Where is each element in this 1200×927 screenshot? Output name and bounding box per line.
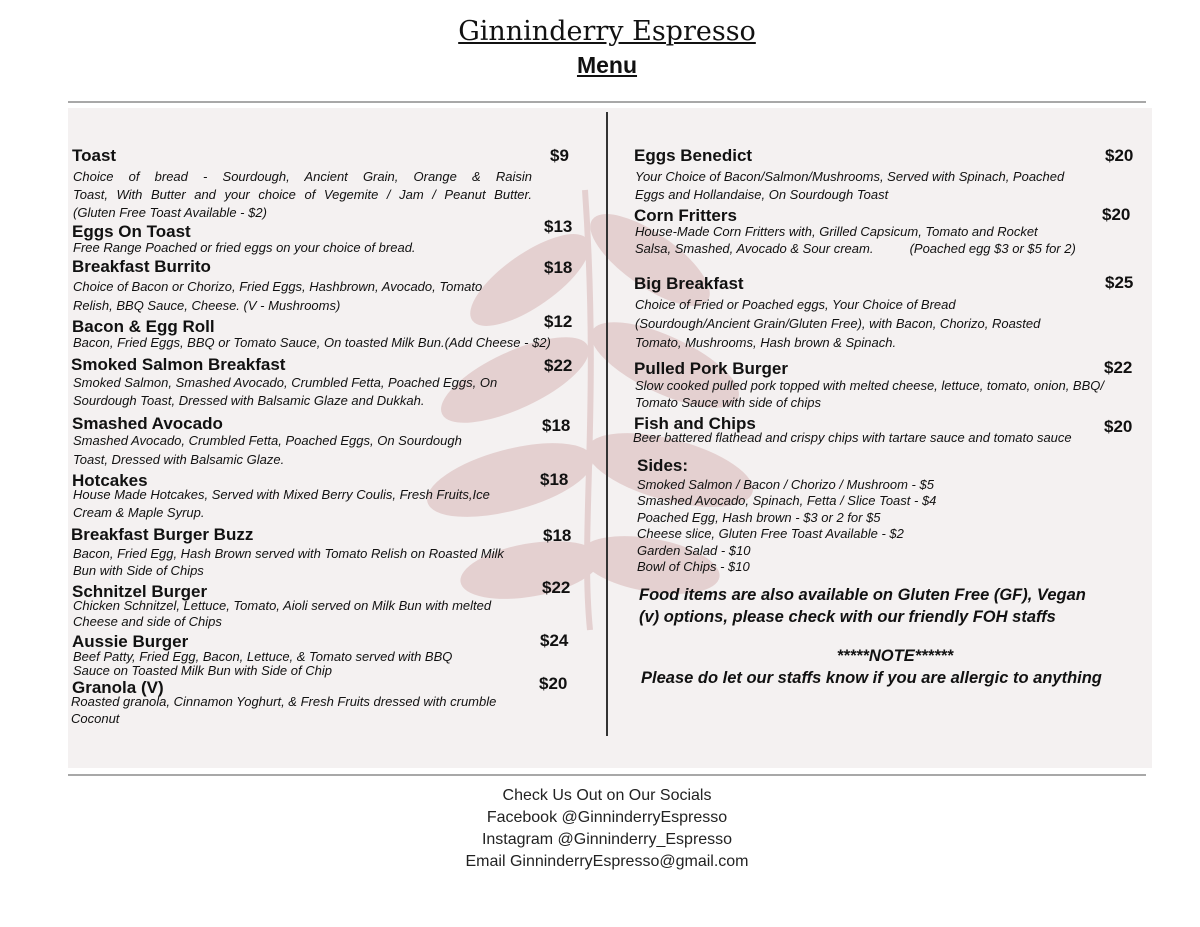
menu-item-desc: Sauce on Toasted Milk Bun with Side of Chip — [73, 663, 332, 678]
menu-item-desc: Bun with Side of Chips — [73, 563, 204, 578]
menu-item-desc: Salsa, Smashed, Avocado & Sour cream. (Poached egg $3 or $5 for 2) — [635, 241, 1076, 256]
menu-item-name: Eggs Benedict — [634, 146, 753, 165]
menu-item-price: $18 — [542, 416, 571, 435]
bottom-rule — [68, 774, 1146, 776]
side-item: Cheese slice, Gluten Free Toast Available - $2 — [637, 526, 904, 542]
menu-item-desc: (Sourdough/Ancient Grain/Gluten Free), with Bacon, Chorizo, Roasted — [635, 316, 1041, 331]
menu-item-price: $9 — [550, 146, 569, 165]
menu-item-name: Aussie Burger — [72, 632, 189, 651]
menu-item-desc: Cream & Maple Syrup. — [73, 505, 205, 520]
menu-item-price: $18 — [543, 526, 572, 545]
side-item: Bowl of Chips - $10 — [637, 559, 750, 575]
menu-item-desc: Bacon, Fried Eggs, BBQ or Tomato Sauce, On toasted Milk Bun.(Add Cheese - $2) — [73, 335, 551, 350]
menu-item-desc: Slow cooked pulled pork topped with melted cheese, lettuce, tomato, onion, BBQ/ — [635, 378, 1104, 393]
menu-item-name: Granola (V) — [72, 678, 164, 697]
side-item: Garden Salad - $10 — [637, 542, 751, 558]
menu-item-name: Hotcakes — [72, 471, 148, 490]
menu-item-name: Big Breakfast — [634, 274, 744, 293]
menu-item-price: $20 — [1102, 205, 1131, 224]
menu-item-name: Schnitzel Burger — [72, 582, 208, 601]
menu-item-price: $18 — [544, 258, 573, 277]
menu-item-desc: Eggs and Hollandaise, On Sourdough Toast — [635, 187, 889, 202]
side-item: Poached Egg, Hash brown - $3 or 2 for $5 — [637, 509, 881, 525]
dietary-notice-line: (v) options, please check with our friendly FOH staffs — [639, 608, 1056, 626]
menu-item-name: Toast — [72, 146, 117, 165]
menu-item-desc: Beef Patty, Fried Egg, Bacon, Lettuce, & Tomato served with BBQ — [73, 649, 453, 664]
menu-item-desc: Coconut — [71, 711, 120, 726]
sides-list — [637, 477, 936, 575]
menu-item-desc: Smoked Salmon, Smashed Avocado, Crumbled Fetta, Poached Eggs, On — [73, 375, 498, 390]
dietary-notice — [639, 584, 1086, 628]
menu-item-desc: Toast, With Butter and your choice of Vegemite / Jam / Peanut Butter. — [73, 187, 532, 202]
menu-item-price: $12 — [544, 312, 573, 331]
menu-item-desc: Roasted granola, Cinnamon Yoghurt, & Fresh Fruits dressed with crumble — [71, 694, 497, 709]
menu-item-desc: Chicken Schnitzel, Lettuce, Tomato, Aioli served on Milk Bun with melted — [73, 598, 492, 613]
menu-item-desc: Your Choice of Bacon/Salmon/Mushrooms, Served with Spinach, Poached — [635, 169, 1065, 184]
menu-heading: Menu — [576, 52, 638, 78]
allergy-note: Please do let our staffs know if you are allergic to anything — [641, 669, 1102, 687]
menu-item-name: Eggs On Toast — [72, 222, 191, 241]
menu-item-desc: Choice of Fried or Poached eggs, Your Choice of Bread — [635, 297, 956, 312]
side-item: Smoked Salmon / Bacon / Chorizo / Mushroom - $5 — [637, 477, 934, 492]
menu-item-desc: Toast, Dressed with Balsamic Glaze. — [73, 452, 285, 467]
menu-item-price: $20 — [1105, 146, 1134, 165]
menu-item-desc: Choice of bread - Sourdough, Ancient Grain, Orange & Raisin — [73, 169, 532, 184]
menu-item-price: $20 — [539, 674, 568, 693]
dietary-notice-line: Food items are also available on Gluten Free (GF), Vegan — [639, 586, 1086, 604]
cafe-title: Ginninderry Espresso — [458, 16, 756, 47]
menu-item-desc: (Gluten Free Toast Available - $2) — [73, 205, 267, 220]
sides-heading: Sides: — [637, 456, 689, 475]
facebook-handle: Facebook @GinninderryEspresso — [486, 809, 728, 826]
menu-item-name: Breakfast Burger Buzz — [71, 525, 254, 544]
social-footer — [0, 785, 1200, 873]
email-address: Email GinninderryEspresso@gmail.com — [465, 853, 749, 870]
menu-item-desc: Bacon, Fried Egg, Hash Brown served with Tomato Relish on Roasted Milk — [73, 546, 504, 561]
column-divider — [606, 112, 608, 736]
menu-item-desc: Smashed Avocado, Crumbled Fetta, Poached Eggs, On Sourdough — [73, 433, 462, 448]
menu-item-desc: Choice of Bacon or Chorizo, Fried Eggs, Hashbrown, Avocado, Tomato — [73, 279, 483, 294]
menu-item-price: $22 — [544, 356, 573, 375]
menu-item-name: Pulled Pork Burger — [634, 359, 788, 378]
menu-item-name: Smoked Salmon Breakfast — [71, 355, 286, 374]
menu-item-price: $20 — [1104, 417, 1133, 436]
side-item: Smashed Avocado, Spinach, Fetta / Slice Toast - $4 — [637, 493, 937, 509]
menu-item-name: Fish and Chips — [634, 414, 756, 433]
menu-item-price: $22 — [542, 578, 571, 597]
menu-item-desc: Tomato Sauce with side of chips — [635, 395, 821, 410]
menu-item-price: $24 — [540, 631, 569, 650]
menu-item-name: Corn Fritters — [634, 206, 737, 225]
menu-item-desc: Cheese and side of Chips — [73, 614, 222, 629]
instagram-handle: Instagram @Ginninderry_Espresso — [481, 831, 733, 848]
footer-heading: Check Us Out on Our Socials — [502, 787, 712, 804]
menu-item-name: Bacon & Egg Roll — [72, 317, 215, 336]
menu-item-desc: Free Range Poached or fried eggs on your choice of bread. — [73, 240, 416, 255]
top-rule — [68, 101, 1146, 103]
menu-item-desc: Relish, BBQ Sauce, Cheese. (V - Mushrooms) — [73, 298, 341, 313]
menu-item-desc: Sourdough Toast, Dressed with Balsamic Glaze and Dukkah. — [73, 393, 425, 408]
menu-item-name: Breakfast Burrito — [72, 257, 211, 276]
menu-item-desc: Tomato, Mushrooms, Hash brown & Spinach. — [635, 335, 897, 350]
menu-item-name: Smashed Avocado — [72, 414, 223, 433]
menu-item-desc: Beer battered flathead and crispy chips with tartare sauce and tomato sauce — [633, 430, 1072, 445]
menu-item-price: $18 — [540, 470, 569, 489]
menu-item-desc: House Made Hotcakes, Served with Mixed Berry Coulis, Fresh Fruits,Ice — [73, 487, 490, 502]
menu-item-price: $22 — [1104, 358, 1133, 377]
menu-item-desc: House-Made Corn Fritters with, Grilled Capsicum, Tomato and Rocket — [635, 224, 1038, 239]
menu-item-price: $25 — [1105, 273, 1134, 292]
note-heading: *****NOTE****** — [836, 647, 954, 665]
menu-item-price: $13 — [544, 217, 573, 236]
